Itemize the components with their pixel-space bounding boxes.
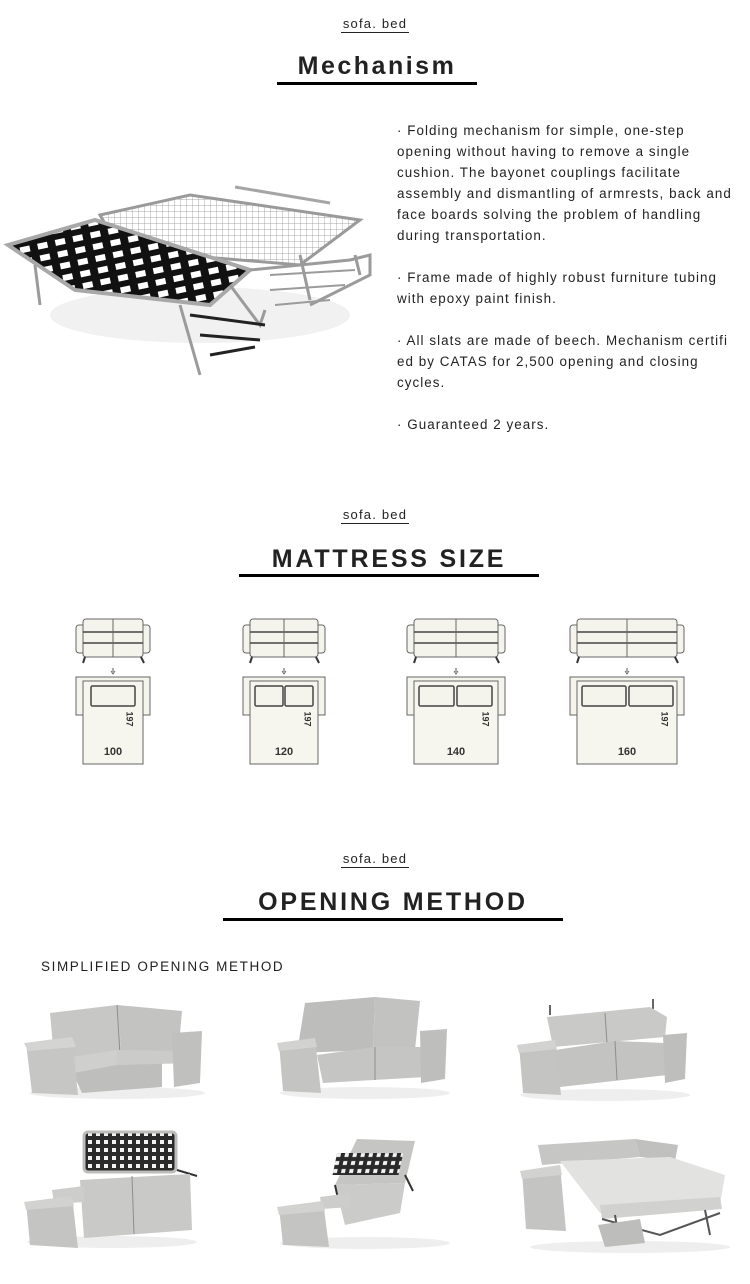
mattress-size-120 [241, 617, 327, 767]
sofa-to-bed-diagram-icon [568, 617, 686, 767]
mattress-size-140 [405, 617, 507, 767]
mattress-length-label: 197 [124, 711, 135, 727]
mechanism-bullet-2: · Frame made of highly robust furniture tubing with epoxy paint finish. [397, 270, 717, 306]
opening-eyebrow: sofa. bed [342, 851, 408, 866]
mechanism-title: Mechanism [277, 52, 477, 85]
mechanism-bullet-3: · All slats are made of beech. Mechanism certifi ed by CATAS for 2,500 opening and closing cycles. [397, 333, 728, 390]
sofa-unfolding-icon [275, 1135, 455, 1250]
sofa-backrest-lifted-icon [275, 995, 450, 1100]
sofa-to-bed-diagram-icon [405, 617, 507, 767]
sofa-bed-frame-icon [0, 175, 385, 395]
mattress-width-label: 140 [446, 746, 466, 758]
sofa-bed-open-icon [520, 1135, 735, 1255]
mattress-size-100 [74, 617, 152, 767]
sofa-cushions-flipped-icon [515, 995, 690, 1103]
mechanism-eyebrow: sofa. bed [342, 16, 408, 31]
sofa-to-bed-diagram-icon [241, 617, 327, 767]
sofa-closed-icon [22, 995, 207, 1100]
mechanism-bullet-1: · Folding mechanism for simple, one-step opening without having to remove a single cushion. The bayonet couplings facilitate assembly and dismantling of armrests, back and face boards solving the problem of handling during transportation. [397, 123, 732, 243]
opening-step-3 [515, 995, 690, 1103]
mechanism-bullet-4: · Guaranteed 2 years. [397, 417, 550, 432]
opening-title: OPENING METHOD [223, 888, 563, 921]
mattress-eyebrow: sofa. bed [342, 507, 408, 522]
opening-step-4 [22, 1130, 207, 1250]
mattress-width-label: 120 [274, 746, 294, 758]
opening-step-1 [22, 995, 207, 1100]
mattress-length-label: 197 [302, 711, 313, 727]
mattress-length-label: 197 [480, 711, 491, 727]
mechanism-description [397, 120, 742, 456]
opening-subtitle: SIMPLIFIED OPENING METHOD [41, 959, 285, 974]
opening-step-6 [520, 1135, 735, 1255]
mattress-width-label: 100 [103, 746, 123, 758]
mechanism-frame-image [0, 175, 385, 395]
opening-step-2 [275, 995, 450, 1100]
sofa-mechanism-raised-icon [22, 1130, 207, 1250]
sofa-to-bed-diagram-icon [74, 617, 152, 767]
mattress-width-label: 160 [617, 746, 637, 758]
mattress-title: MATTRESS SIZE [239, 545, 539, 577]
mattress-size-160 [568, 617, 686, 767]
opening-step-5 [275, 1135, 455, 1250]
mattress-length-label: 197 [659, 711, 670, 727]
